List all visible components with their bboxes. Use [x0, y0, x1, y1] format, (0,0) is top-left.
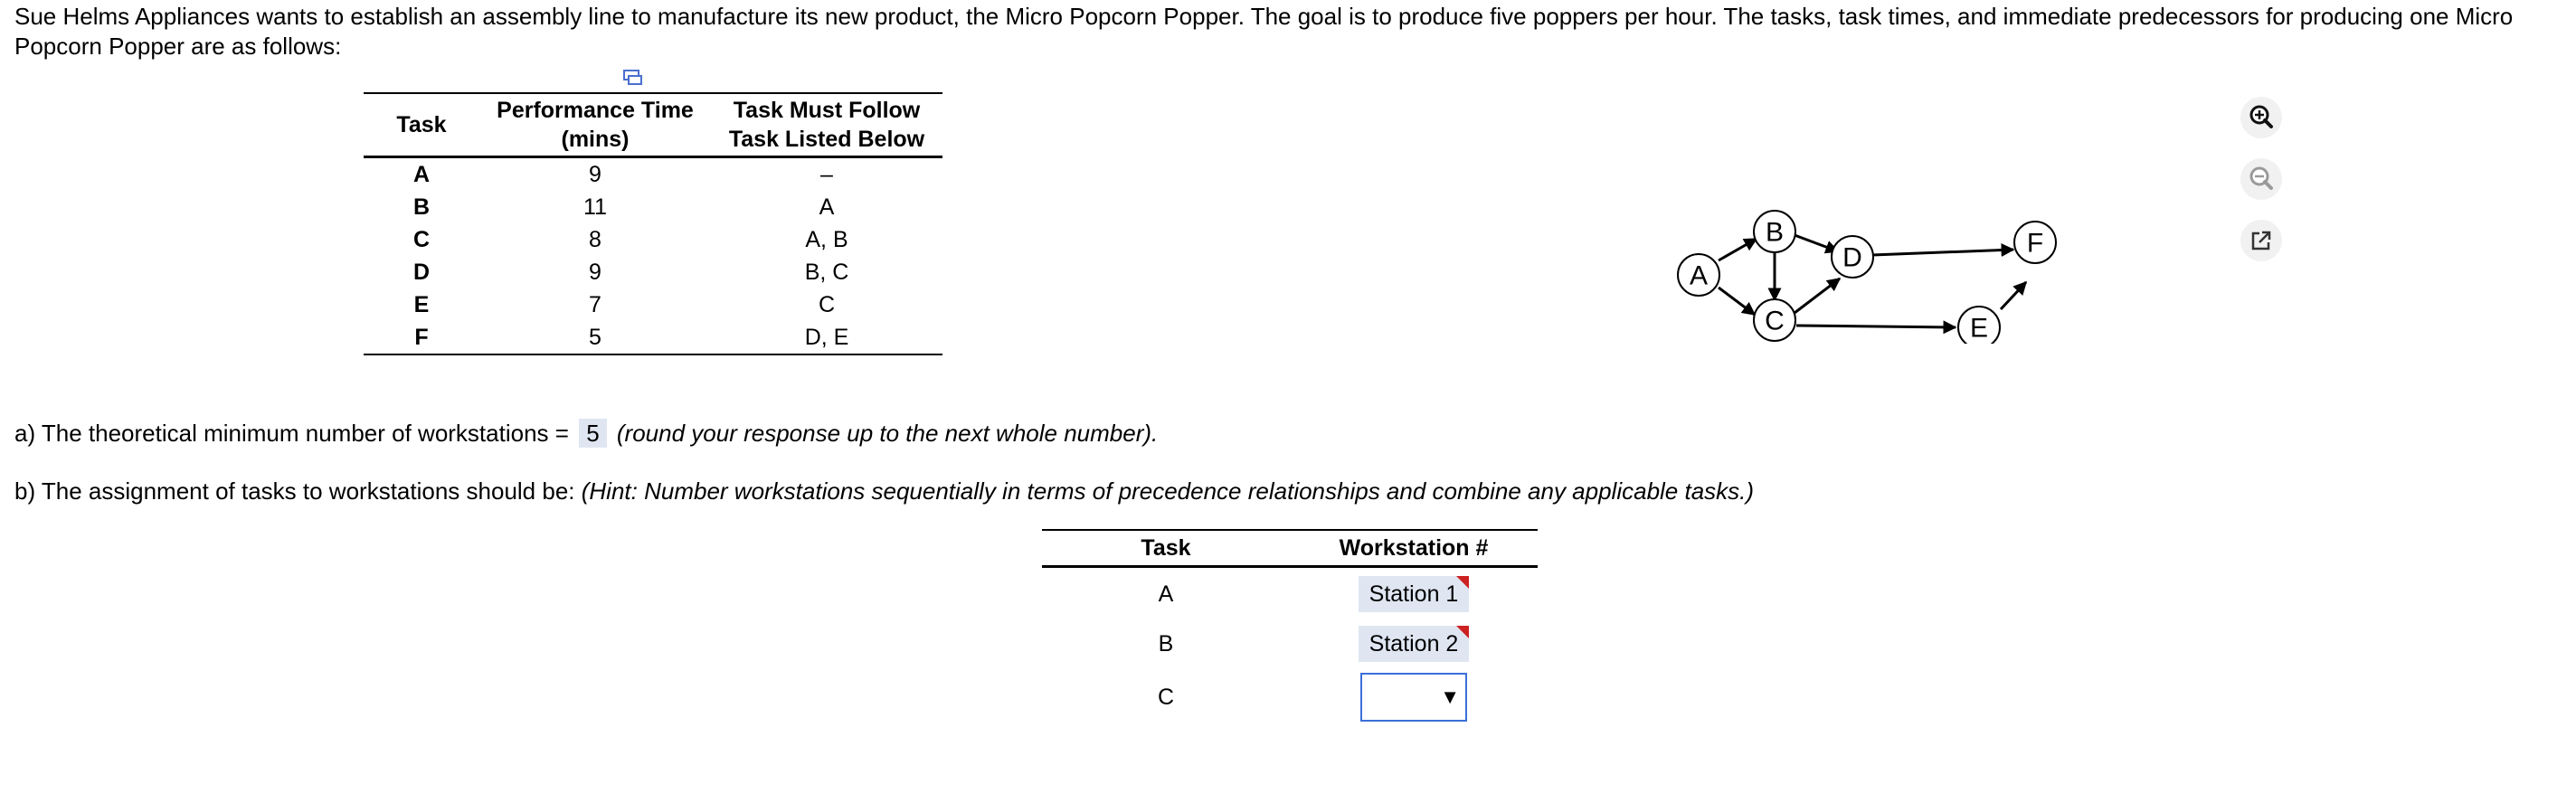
table-row	[364, 321, 942, 354]
edge-b-d	[1795, 235, 1838, 251]
table-row	[364, 191, 942, 223]
precedence-diagram	[1655, 199, 2071, 344]
question-a-hint: (round your response up to the next whole number).	[616, 420, 1159, 447]
workstation-dropdown[interactable]	[1360, 673, 1467, 722]
question-b-text: b) The assignment of tasks to workstations should be:	[14, 477, 575, 505]
workstation-value: Station 1	[1368, 581, 1459, 607]
question-a	[14, 418, 1158, 449]
workstation-answer[interactable]	[1359, 576, 1470, 612]
workstation-value: Station 2	[1368, 631, 1459, 657]
node-c	[1754, 299, 1795, 341]
predecessor-cell: –	[820, 162, 833, 187]
task-cell: A	[412, 162, 431, 187]
question-a-text: a) The theoretical minimum number of workstations =	[14, 420, 569, 447]
workstation-answer[interactable]	[1359, 626, 1470, 662]
table-row	[1042, 567, 1538, 621]
incorrect-flag-icon	[1456, 626, 1469, 638]
node-d	[1832, 236, 1873, 278]
table-row	[364, 288, 942, 321]
header-predecessor: Task Must Follow Task Listed Below	[711, 93, 942, 157]
task-cell: B	[412, 194, 431, 220]
svg-text:B: B	[1765, 217, 1785, 248]
zoom-in-button[interactable]	[2240, 96, 2283, 139]
node-e	[1958, 307, 2000, 344]
task-cell: C	[412, 227, 431, 252]
edge-a-b	[1719, 239, 1757, 260]
task-cell: F	[364, 321, 479, 354]
question-b-hint: (Hint: Number workstations sequentially in terms of precedence relationships and combine any applicable tasks.)	[581, 477, 1755, 505]
predecessor-cell: B, C	[804, 260, 849, 285]
time-cell: 5	[479, 321, 711, 354]
task-cell: B	[1158, 630, 1174, 657]
min-workstations-answer[interactable]: 5	[579, 419, 606, 448]
predecessor-cell: A, B	[805, 227, 848, 252]
edge-a-c	[1719, 288, 1755, 315]
assignment-table	[1042, 529, 1538, 727]
table-row	[1042, 620, 1538, 667]
svg-text:F: F	[2026, 228, 2044, 259]
task-cell: A	[1158, 581, 1174, 607]
predecessor-cell: D, E	[711, 321, 942, 354]
time-cell: 7	[589, 292, 601, 317]
time-cell: 11	[583, 194, 607, 220]
svg-text:C: C	[1765, 306, 1785, 336]
svg-text:E: E	[1969, 313, 1989, 344]
header-workstation: Workstation #	[1290, 530, 1538, 567]
zoom-out-icon	[2240, 157, 2283, 201]
zoom-out-button[interactable]	[2240, 157, 2283, 201]
question-b	[14, 476, 1754, 506]
node-f	[2014, 222, 2056, 263]
task-cell: C	[1157, 684, 1175, 710]
header-task: Task	[1042, 530, 1290, 567]
open-external-icon	[2240, 219, 2283, 262]
table-row	[364, 223, 942, 256]
time-cell: 9	[589, 162, 601, 187]
table-row	[1042, 667, 1538, 727]
dropdown-arrow-icon[interactable]: ▼	[1440, 685, 1460, 708]
copy-table-icon[interactable]	[622, 69, 644, 87]
edge-c-e	[1796, 326, 1956, 327]
svg-text:D: D	[1842, 242, 1862, 273]
task-cell: D	[412, 260, 431, 285]
edge-d-f	[1872, 250, 2013, 255]
predecessor-cell: C	[818, 292, 836, 317]
problem-intro: Sue Helms Appliances wants to establish an assembly line to manufacture its new product, the Micro Popcorn Popper. The goal is to produce five poppers per hour. The tasks, task times, and immediate predecessors for producing one Micro Popcorn Popper are as follows:	[14, 3, 2514, 60]
table-row	[364, 256, 942, 288]
open-external-button[interactable]	[2240, 219, 2283, 262]
table-row	[364, 157, 942, 192]
incorrect-flag-icon	[1456, 576, 1469, 589]
header-performance-time: Performance Time (mins)	[479, 93, 711, 157]
zoom-in-icon	[2240, 96, 2283, 139]
task-table	[364, 92, 942, 355]
predecessor-cell: A	[819, 194, 835, 220]
time-cell: 9	[589, 260, 601, 285]
header-task: Task	[364, 93, 479, 157]
edge-c-d	[1795, 279, 1840, 313]
node-b	[1754, 211, 1795, 252]
task-cell: E	[413, 292, 430, 317]
svg-text:A: A	[1689, 260, 1709, 291]
node-a	[1678, 254, 1719, 296]
edge-e-f	[2001, 282, 2026, 309]
time-cell: 8	[589, 227, 601, 252]
